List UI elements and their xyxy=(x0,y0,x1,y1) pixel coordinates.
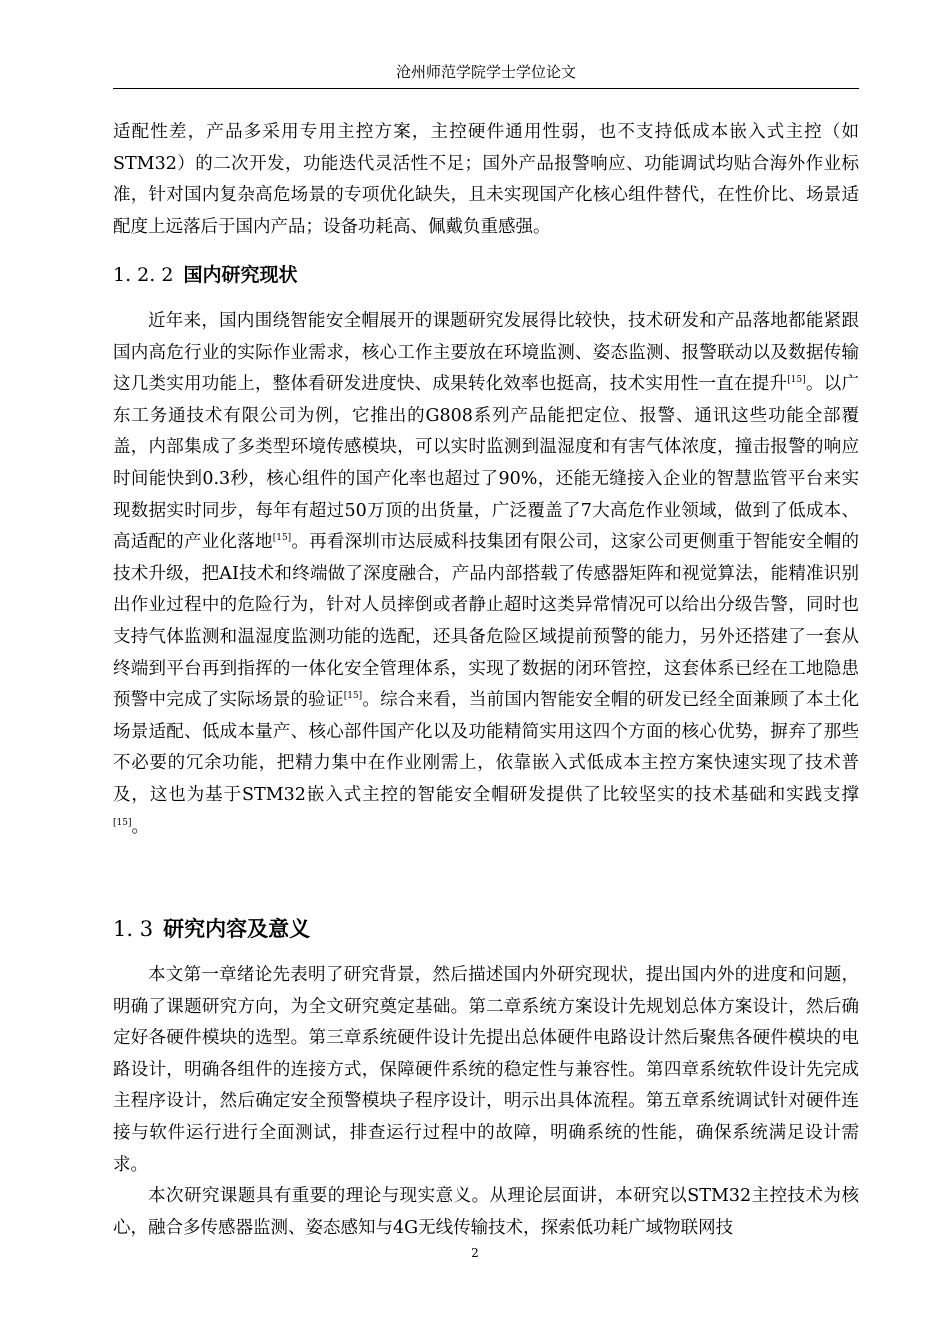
citation: [15] xyxy=(787,375,806,386)
section-1-2-2-heading xyxy=(113,261,297,289)
section-title: 研究内容及意义 xyxy=(163,917,311,941)
section-1-3-body xyxy=(113,960,859,1244)
citation: [15] xyxy=(113,817,132,828)
section-1-3-heading xyxy=(113,914,310,944)
paragraph-text: 近年来，国内围绕智能安全帽展开的课题研究发展得比较快，技术研发和产品落地都能紧跟国内高危行业的实际作业需求，核心工作主要放在环境监测、姿态监测、报警联动以及数据传输这几类实用功能上，整体看研发进度快、成果转化效率也挺高，技术实用性一直在提升 xyxy=(113,311,859,395)
citation: [15] xyxy=(272,533,292,544)
paragraph-text: 。再看深圳市达辰威科技集团有限公司，这家公司更侧重于智能安全帽的技术升级，把AI技术和终端做了深度融合，产品内部搭载了传感器矩阵和视觉算法，能精准识别出作业过程中的危险行为，针对人员摔倒或者静止超时这类异常情况可以给出分级告警，同时也支持气体监测和温湿度监测功能的选配，还具备危险区域提前预警的能力，另外还搭建了一套从终端到平台再到指挥的一体化安全管理体系，实现了数据的闭环管控，这套体系已经在工地隐患预警中完成了实际场景的验证 xyxy=(113,532,860,711)
running-header: 沧州师范学院学士学位论文 xyxy=(395,63,576,81)
page-number: 2 xyxy=(471,1246,479,1260)
section-1-2-2-body xyxy=(113,306,859,843)
paragraph-text: 。综合来看，当前国内智能安全帽的研发已经全面兼顾了本土化场景适配、低成本量产、核心部件国产化以及功能精简实用这四个方面的核心优势，摒弃了那些不必要的冗余功能，把精力集中在作业刚需上，依靠嵌入式低成本主控方案快速实现了技术普及，这也为基于STM32嵌入式主控的智能安全帽研发提供了比较坚实的技术基础和实践支撑 xyxy=(113,690,860,805)
section-number: 1. 2. 2 xyxy=(113,264,174,286)
paragraph-text: 。以广东工务通技术有限公司为例，它推出的G808系列产品能把定位、报警、通讯这些功能全部覆盖，内部集成了多类型环境传感模块，可以实时监测到温湿度和有害气体浓度，撞击报警的响应时间能快到0.3秒，核心组件的国产化率也超过了90%，还能无缝接入企业的智慧监管平台来实现数据实时同步，每年有超过50万顶的出货量，广泛覆盖了7大高危作业领域，做到了低成本、高适配的产业化落地 xyxy=(113,374,859,553)
domestic-research-paragraph xyxy=(113,306,859,843)
research-content-paragraph: 本文第一章绪论先表明了研究背景，然后描述国内外研究现状，提出国内外的进度和问题，明确了课题研究方向，为全文研究奠定基础。第二章系统方案设计先规划总体方案设计，然后确定好各硬件模块的选型。第三章系统硬件设计先提出总体硬件电路设计然后聚焦各硬件模块的电路设计，明确各组件的连接方式，保障硬件系统的稳定性与兼容性。第四章系统软件设计先完成主程序设计，然后确定安全预警模块子程序设计，明示出具体流程。第五章系统调试针对硬件连接与软件运行进行全面测试，排查运行过程中的故障，明确系统的性能，确保系统满足设计需求。 xyxy=(113,965,859,1175)
paragraph-text: 。 xyxy=(131,816,149,837)
continuation-paragraph: 适配性差，产品多采用专用主控方案，主控硬件通用性弱，也不支持低成本嵌入式主控（如STM32）的二次开发，功能迭代灵活性不足；国外产品报警响应、功能调试均贴合海外作业标准，针对国内复杂高危场景的专项优化缺失，且未实现国产化核心组件替代，在性价比、场景适配度上远落后于国内产品；设备功耗高、佩戴负重感强。 xyxy=(113,122,859,237)
research-significance-paragraph: 本次研究课题具有重要的理论与现实意义。从理论层面讲，本研究以STM32主控技术为核心，融合多传感器监测、姿态感知与4G无线传输技术，探索低功耗广域物联网技 xyxy=(113,1186,859,1238)
section-title: 国内研究现状 xyxy=(183,264,298,286)
continuation-block xyxy=(113,117,859,243)
citation: [15] xyxy=(343,691,363,702)
header-rule xyxy=(113,88,859,89)
section-number: 1. 3 xyxy=(113,917,154,941)
